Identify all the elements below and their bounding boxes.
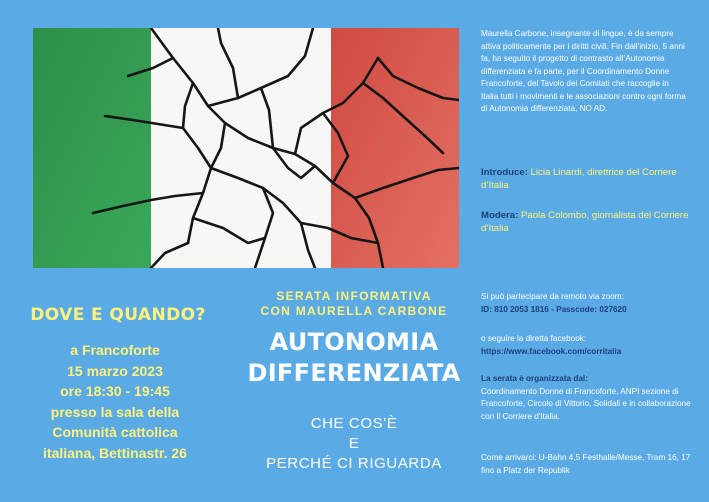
- organizers-info: [481, 373, 696, 423]
- event-subtitle: [243, 414, 465, 474]
- subtitle-line: E: [348, 435, 360, 452]
- zoom-details: ID: 810 2053 1816 - Passcode: 027620: [481, 304, 627, 314]
- serata-line: SERATA INFORMATIVA: [276, 289, 432, 303]
- zoom-intro: Si può partecipare da remoto via zoom:: [481, 292, 624, 301]
- modera-line: [481, 209, 691, 235]
- introduce-line: [481, 166, 691, 192]
- serata-line: CON MAURELLA CARBONE: [260, 304, 448, 318]
- dq-line: presso la sala della: [50, 403, 180, 420]
- facebook-info: [481, 333, 696, 358]
- dq-line: italiana, Bettinastr. 26: [43, 444, 187, 461]
- dq-line: 15 marzo 2023: [67, 362, 163, 379]
- facebook-intro: o seguire la diretta facebook:: [481, 334, 587, 343]
- subtitle-line: PERCHÉ CI RIGUARDA: [266, 455, 442, 472]
- introduce-label: Introduce:: [481, 167, 528, 178]
- modera-label: Modera:: [481, 210, 519, 221]
- modera-text: Paola Colombo, giornalista del Corriere d’Italia: [481, 210, 689, 234]
- facebook-link[interactable]: https://www.facebook.com/corritalia: [481, 346, 622, 356]
- cracked-italian-flag-image: [33, 28, 459, 268]
- serata-informativa-heading: [243, 289, 465, 319]
- title-line: DIFFERENZIATA: [247, 359, 461, 387]
- organizers-label: La serata è organizzata dal:: [481, 374, 588, 383]
- speaker-bio: Maurella Carbone, insegnante di lingue, è da sempre attiva politicamente per i diritti civili. Fin dall’inizio, 5 anni fa, ha seguito il progetto di contrasto all’Autonomia differenziata e fa parte, per il Coordinamento Donne Francoforte, del Tavolo dei Comitati che raccoglie in Italia tutti i movimenti e le associazioni contro ogni forma di Autonomia differenziata, NO AD.: [481, 29, 686, 113]
- event-title: [243, 327, 465, 389]
- dq-line: a Francoforte: [70, 342, 160, 358]
- introduce-text: Licia Linardi, direttrice del Corriere d’Italia: [481, 167, 677, 191]
- dq-line: ore 18:30 - 19:45: [60, 383, 170, 399]
- dove-quando-heading: DOVE E QUANDO?: [30, 305, 206, 325]
- organizers-text: Coordinamento Donne di Francoforte, ANPI sezione di Francoforte, Circolo di Vittorio, Solidali e in collaborazione con il Corriere d'Italia.: [481, 386, 691, 421]
- subtitle-line: CHE COS'È: [310, 415, 398, 432]
- title-line: AUTONOMIA: [269, 328, 439, 356]
- directions-info: Come arrivarci: U-Bahn 4,5 Festhalle/Messe, Tram 16, 17 fino a Platz der Republik: [481, 453, 691, 475]
- dove-quando-details: [20, 340, 210, 463]
- zoom-info: [481, 291, 696, 316]
- dq-line: Comunità cattolica: [52, 424, 178, 440]
